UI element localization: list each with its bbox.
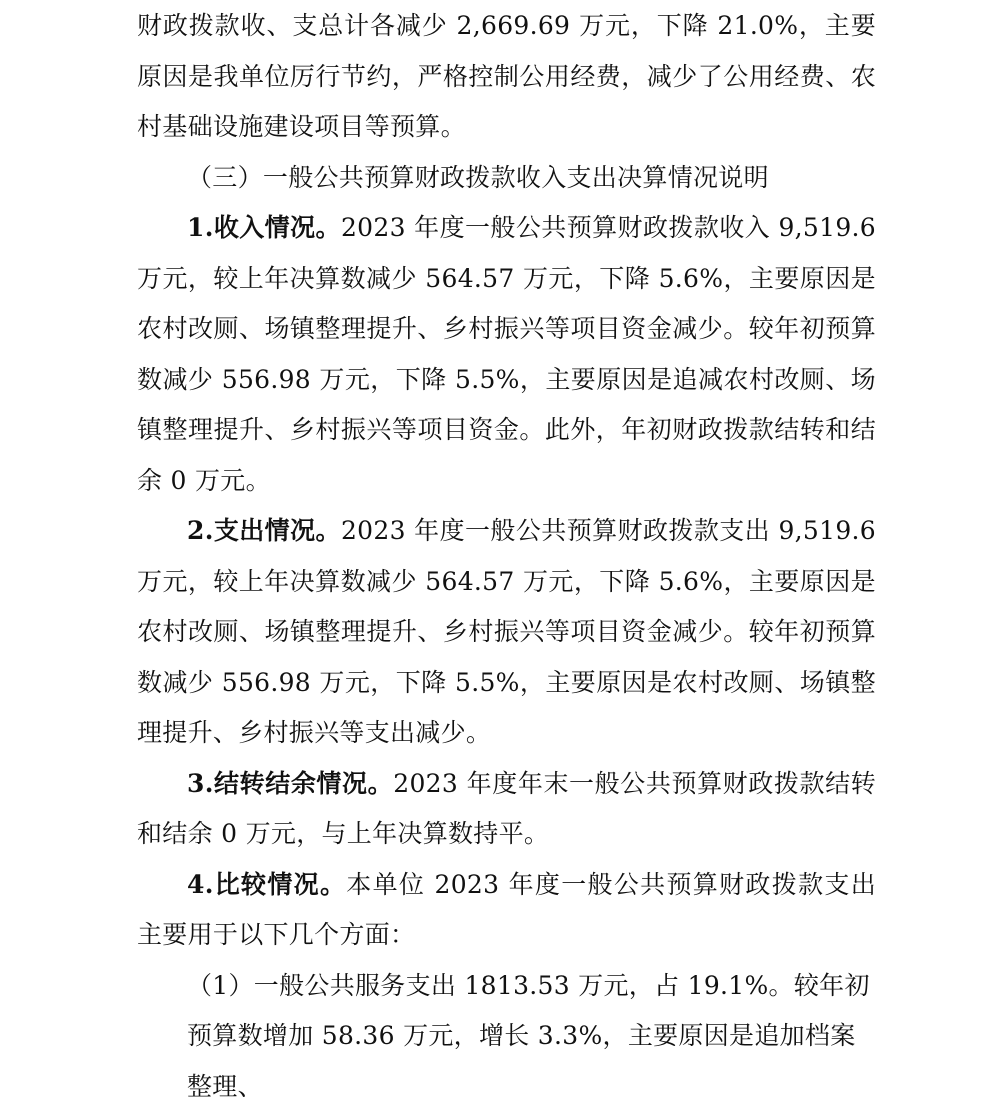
paragraph-income — [137, 203, 876, 506]
income-body: 2023 年度一般公共预算财政拨款收入 9,519.6 万元，较上年决算数减少 564.57 万元，下降 5.6%，主要原因是农村改厕、场镇整理提升、乡村振兴等项目资金减少。较年初预算数减少 556.98 万元，下降 5.5%，主要原因是追减农村改厕、场镇整理提升、乡村振兴等项目资金。此外，年初财政拨款结转和结余 0 万元。 — [137, 213, 876, 495]
expenditure-lead: 2.支出情况。 — [187, 516, 341, 545]
paragraph-carryover — [137, 759, 876, 860]
comparison-body: 本单位 2023 年度一般公共预算财政拨款支出主要用于以下几个方面： — [137, 870, 876, 950]
carryover-body: 2023 年度年末一般公共预算财政拨款结转和结余 0 万元，与上年决算数持平。 — [137, 769, 876, 849]
carryover-lead: 3.结转结余情况。 — [187, 769, 393, 798]
paragraph-expenditure — [137, 506, 876, 759]
section-heading-general-public-budget: （三）一般公共预算财政拨款收入支出决算情况说明 — [137, 153, 876, 204]
comparison-lead: 4.比较情况。 — [187, 870, 346, 899]
expenditure-body: 2023 年度一般公共预算财政拨款支出 9,519.6 万元，较上年决算数减少 564.57 万元，下降 5.6%，主要原因是农村改厕、场镇整理提升、乡村振兴等项目资金减少。较年初预算数减少 556.98 万元，下降 5.5%，主要原因是农村改厕、场镇整理提升、乡村振兴等支出减少。 — [137, 516, 876, 747]
paragraph-budget-total-decrease: 财政拨款收、支总计各减少 2,669.69 万元，下降 21.0%，主要原因是我单位厉行节约，严格控制公用经费，减少了公用经费、农村基础设施建设项目等预算。 — [137, 1, 876, 153]
paragraph-comparison — [137, 860, 876, 961]
paragraph-general-public-services: （1）一般公共服务支出 1813.53 万元，占 19.1%。较年初预算数增加 58.36 万元，增长 3.3%，主要原因是追加档案整理、 — [137, 961, 876, 1112]
income-lead: 1.收入情况。 — [187, 213, 341, 242]
document-page — [0, 1, 1000, 1060]
